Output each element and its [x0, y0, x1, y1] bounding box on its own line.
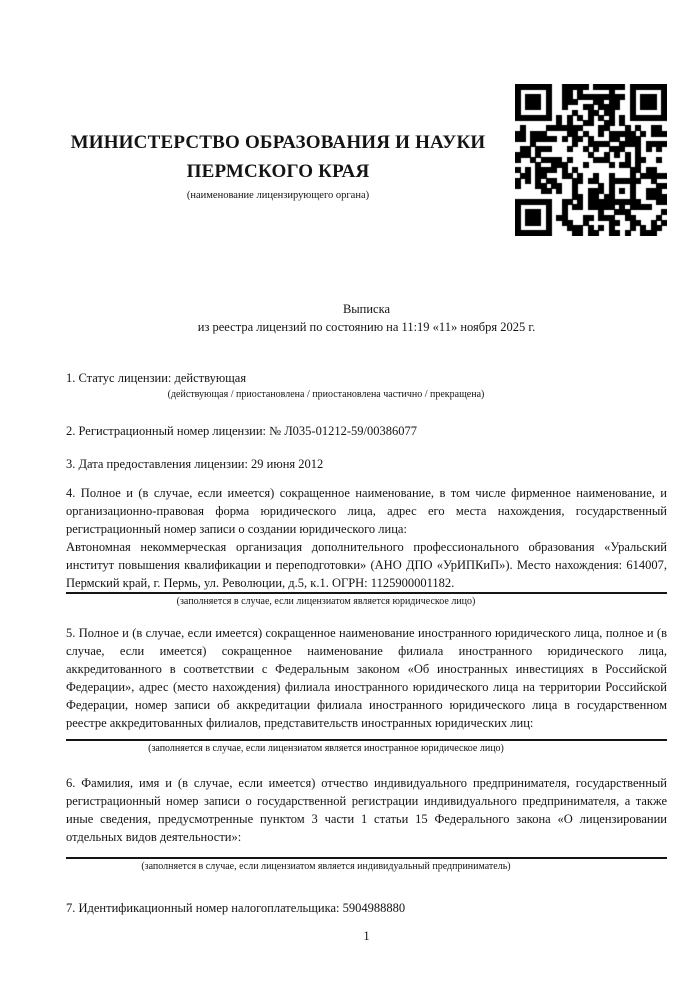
- status-options-caption: (действующая / приостановлена / приостановлена частично / прекращена): [167, 389, 485, 400]
- individual-entrepreneur-caption: (заполняется в случае, если лицензиатом является индивидуальный предприниматель): [141, 861, 511, 872]
- document-title: Выписка: [342, 302, 391, 316]
- license-status-text: 1. Статус лицензии: действующая: [66, 371, 247, 385]
- license-grant-date-item: 3. Дата предоставления лицензии: 29 июня 2012: [66, 457, 324, 471]
- foreign-entity-question: 5. Полное и (в случае, если имеется) сокращенное наименование иностранного юридического лица, полное и (в случае, если имеется) сокращенное наименование филиала иностранного юридического лица, аккредитованного в соответствии с Федеральным законом «Об иностранных инвестициях в Российской Федерации», адрес (место нахождения) филиала иностранного юридического лица на территории Российской Федерации, номер записи об аккредитации филиала иностранного юридического лица в государственном реестре аккредитованных филиалов, представительств иностранных юридических лиц:: [66, 626, 667, 730]
- legal-entity-answer: Автономная некоммерческая организация дополнительного профессионального образования «Уральский институт повышения квалификации и переподготовки» (АНО ДПО «УрИПКиП»). Место нахождения: 614007, Пермский край, г. Пермь, ул. Революции, д.5, к.1. ОГРН: 1125900001182.: [66, 538, 667, 594]
- legal-entity-info-item: [66, 484, 667, 609]
- page-number: 1: [363, 929, 370, 943]
- ministry-name-line2: ПЕРМСКОГО КРАЯ: [186, 160, 370, 182]
- individual-entrepreneur-question: 6. Фамилия, имя и (в случае, если имеется) отчество индивидуального предпринимателя, государственный регистрационный номер записи о государственной регистрации индивидуального предпринимателя, а также иные сведения, предусмотренные пунктом 3 части 1 статьи 15 Федерального закона «О лицензировании отдельных видов деятельности»:: [66, 776, 667, 844]
- license-status-item: [66, 369, 667, 402]
- taxpayer-id-item: 7. Идентификационный номер налогоплательщика: 5904988880: [66, 901, 406, 915]
- ministry-name-block: [66, 118, 490, 203]
- ministry-caption: (наименование лицензирующего органа): [186, 189, 370, 201]
- ministry-name-line1: МИНИСТЕРСТВО ОБРАЗОВАНИЯ И НАУКИ: [70, 131, 486, 153]
- document-subtitle: из реестра лицензий по состоянию на 11:19 «11» ноября 2025 г.: [197, 320, 536, 334]
- foreign-entity-caption: (заполняется в случае, если лицензиатом является иностранное юридическое лицо): [148, 743, 504, 754]
- individual-entrepreneur-info-item: [66, 774, 667, 874]
- foreign-entity-info-item: [66, 624, 667, 756]
- document-header: [66, 0, 667, 236]
- legal-entity-caption: (заполняется в случае, если лицензиатом является юридическое лицо): [176, 596, 476, 607]
- license-registration-number-item: 2. Регистрационный номер лицензии: № Л035-01212-59/00386077: [66, 424, 417, 438]
- qr-code-icon: [515, 84, 667, 236]
- legal-entity-question: 4. Полное и (в случае, если имеется) сокращенное наименование, в том числе фирменное наименование, и организационно-правовая форма юридического лица, адрес его места нахождения, государственный регистрационный номер записи о создании юридического лица:: [66, 486, 667, 536]
- document-title-block: [66, 300, 667, 336]
- blank-fill-line: [66, 846, 667, 859]
- blank-fill-line: [66, 732, 667, 741]
